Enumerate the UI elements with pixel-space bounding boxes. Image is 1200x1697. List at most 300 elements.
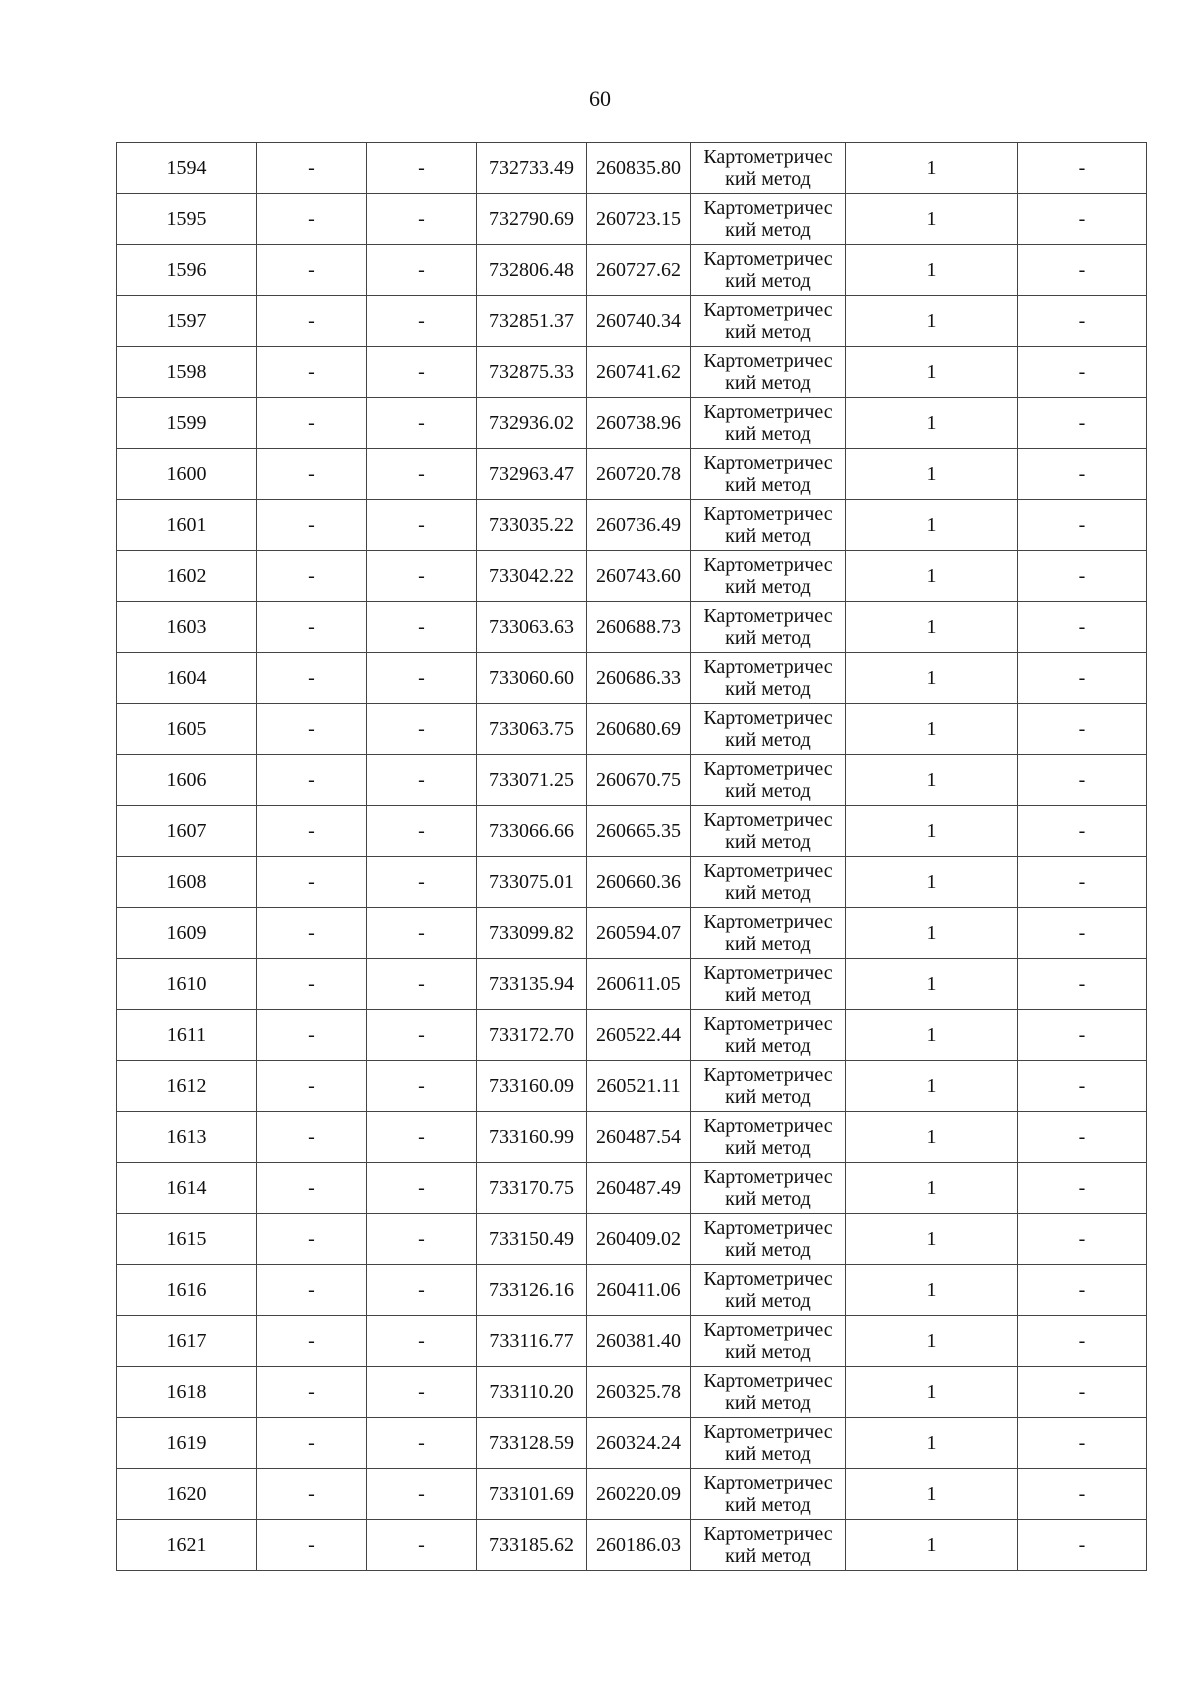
table-row [117, 1112, 1147, 1163]
method-text-line2: кий метод [725, 372, 811, 394]
empty-dash-cell: - [1018, 449, 1147, 500]
method-text-line1: Картометричес [703, 1064, 833, 1086]
y-coordinate-cell: 260720.78 [587, 449, 691, 500]
y-coordinate-cell: 260686.33 [587, 653, 691, 704]
point-number-cell: 1602 [117, 551, 257, 602]
y-coordinate-cell: 260325.78 [587, 1367, 691, 1418]
empty-dash-cell: - [1018, 347, 1147, 398]
empty-dash-cell: - [1018, 398, 1147, 449]
accuracy-cell: 1 [846, 908, 1018, 959]
empty-dash-cell: - [1018, 806, 1147, 857]
empty-dash-cell: - [367, 296, 477, 347]
x-coordinate-cell: 733160.99 [477, 1112, 587, 1163]
table-row [117, 908, 1147, 959]
empty-dash-cell: - [1018, 1418, 1147, 1469]
empty-dash-cell: - [257, 755, 367, 806]
method-text-line2: кий метод [725, 1137, 811, 1159]
y-coordinate-cell: 260738.96 [587, 398, 691, 449]
table-row [117, 143, 1147, 194]
method-cell [691, 1010, 846, 1061]
empty-dash-cell: - [367, 194, 477, 245]
point-number-cell: 1597 [117, 296, 257, 347]
table-row [117, 857, 1147, 908]
empty-dash-cell: - [257, 500, 367, 551]
empty-dash-cell: - [367, 1061, 477, 1112]
empty-dash-cell: - [1018, 908, 1147, 959]
method-cell [691, 551, 846, 602]
method-text-line2: кий метод [725, 1392, 811, 1414]
x-coordinate-cell: 733071.25 [477, 755, 587, 806]
empty-dash-cell: - [1018, 704, 1147, 755]
empty-dash-cell: - [367, 1367, 477, 1418]
table-row [117, 1316, 1147, 1367]
empty-dash-cell: - [257, 1214, 367, 1265]
table-row [117, 602, 1147, 653]
method-text-line1: Картометричес [703, 350, 833, 372]
empty-dash-cell: - [367, 449, 477, 500]
point-number-cell: 1615 [117, 1214, 257, 1265]
method-cell [691, 1316, 846, 1367]
y-coordinate-cell: 260487.49 [587, 1163, 691, 1214]
method-cell [691, 1061, 846, 1112]
point-number-cell: 1604 [117, 653, 257, 704]
y-coordinate-cell: 260688.73 [587, 602, 691, 653]
point-number-cell: 1618 [117, 1367, 257, 1418]
point-number-cell: 1594 [117, 143, 257, 194]
table-row [117, 347, 1147, 398]
method-cell [691, 398, 846, 449]
table-row [117, 1214, 1147, 1265]
accuracy-cell: 1 [846, 398, 1018, 449]
point-number-cell: 1596 [117, 245, 257, 296]
empty-dash-cell: - [257, 143, 367, 194]
empty-dash-cell: - [257, 602, 367, 653]
method-text-line1: Картометричес [703, 911, 833, 933]
method-text-line1: Картометричес [703, 1523, 833, 1545]
x-coordinate-cell: 733116.77 [477, 1316, 587, 1367]
point-number-cell: 1614 [117, 1163, 257, 1214]
empty-dash-cell: - [367, 653, 477, 704]
empty-dash-cell: - [367, 857, 477, 908]
method-text-line2: кий метод [725, 1086, 811, 1108]
accuracy-cell: 1 [846, 449, 1018, 500]
empty-dash-cell: - [257, 245, 367, 296]
accuracy-cell: 1 [846, 1469, 1018, 1520]
y-coordinate-cell: 260740.34 [587, 296, 691, 347]
method-text-line1: Картометричес [703, 1370, 833, 1392]
point-number-cell: 1603 [117, 602, 257, 653]
empty-dash-cell: - [367, 551, 477, 602]
method-text-line1: Картометричес [703, 197, 833, 219]
table-row [117, 500, 1147, 551]
method-text-line1: Картометричес [703, 503, 833, 525]
method-text-line1: Картометричес [703, 146, 833, 168]
method-text-line1: Картометричес [703, 860, 833, 882]
empty-dash-cell: - [1018, 1112, 1147, 1163]
y-coordinate-cell: 260723.15 [587, 194, 691, 245]
x-coordinate-cell: 733066.66 [477, 806, 587, 857]
x-coordinate-cell: 733135.94 [477, 959, 587, 1010]
method-cell [691, 704, 846, 755]
y-coordinate-cell: 260381.40 [587, 1316, 691, 1367]
accuracy-cell: 1 [846, 959, 1018, 1010]
method-text-line1: Картометричес [703, 809, 833, 831]
table-row [117, 1367, 1147, 1418]
method-text-line1: Картометричес [703, 1268, 833, 1290]
x-coordinate-cell: 733185.62 [477, 1520, 587, 1571]
method-text-line1: Картометричес [703, 1217, 833, 1239]
method-cell [691, 500, 846, 551]
table-row [117, 245, 1147, 296]
method-text-line1: Картометричес [703, 707, 833, 729]
x-coordinate-cell: 733063.63 [477, 602, 587, 653]
empty-dash-cell: - [1018, 1520, 1147, 1571]
y-coordinate-cell: 260487.54 [587, 1112, 691, 1163]
method-cell [691, 1469, 846, 1520]
method-text-line2: кий метод [725, 219, 811, 241]
method-cell [691, 143, 846, 194]
method-text-line2: кий метод [725, 525, 811, 547]
x-coordinate-cell: 733160.09 [477, 1061, 587, 1112]
method-text-line1: Картометричес [703, 962, 833, 984]
empty-dash-cell: - [1018, 857, 1147, 908]
method-cell [691, 908, 846, 959]
method-cell [691, 653, 846, 704]
x-coordinate-cell: 733172.70 [477, 1010, 587, 1061]
empty-dash-cell: - [1018, 602, 1147, 653]
table-body [117, 143, 1147, 1571]
empty-dash-cell: - [257, 551, 367, 602]
empty-dash-cell: - [257, 347, 367, 398]
method-cell [691, 602, 846, 653]
empty-dash-cell: - [367, 704, 477, 755]
empty-dash-cell: - [367, 908, 477, 959]
method-text-line1: Картометричес [703, 1166, 833, 1188]
empty-dash-cell: - [367, 1214, 477, 1265]
method-text-line2: кий метод [725, 984, 811, 1006]
point-number-cell: 1610 [117, 959, 257, 1010]
accuracy-cell: 1 [846, 1418, 1018, 1469]
x-coordinate-cell: 732963.47 [477, 449, 587, 500]
method-text-line1: Картометричес [703, 401, 833, 423]
table-row [117, 296, 1147, 347]
y-coordinate-cell: 260670.75 [587, 755, 691, 806]
point-number-cell: 1598 [117, 347, 257, 398]
empty-dash-cell: - [257, 704, 367, 755]
accuracy-cell: 1 [846, 1214, 1018, 1265]
empty-dash-cell: - [257, 806, 367, 857]
empty-dash-cell: - [367, 806, 477, 857]
method-text-line1: Картометричес [703, 554, 833, 576]
empty-dash-cell: - [257, 449, 367, 500]
point-number-cell: 1607 [117, 806, 257, 857]
empty-dash-cell: - [257, 1163, 367, 1214]
point-number-cell: 1613 [117, 1112, 257, 1163]
table-row [117, 806, 1147, 857]
x-coordinate-cell: 733110.20 [477, 1367, 587, 1418]
empty-dash-cell: - [1018, 1214, 1147, 1265]
method-text-line2: кий метод [725, 168, 811, 190]
table-row [117, 1265, 1147, 1316]
x-coordinate-cell: 733060.60 [477, 653, 587, 704]
method-cell [691, 1265, 846, 1316]
y-coordinate-cell: 260741.62 [587, 347, 691, 398]
y-coordinate-cell: 260727.62 [587, 245, 691, 296]
method-cell [691, 245, 846, 296]
empty-dash-cell: - [257, 194, 367, 245]
empty-dash-cell: - [257, 1367, 367, 1418]
table-row [117, 755, 1147, 806]
table-row [117, 398, 1147, 449]
table-row [117, 704, 1147, 755]
method-text-line2: кий метод [725, 1443, 811, 1465]
table-row [117, 1010, 1147, 1061]
empty-dash-cell: - [1018, 500, 1147, 551]
empty-dash-cell: - [367, 347, 477, 398]
point-number-cell: 1616 [117, 1265, 257, 1316]
y-coordinate-cell: 260186.03 [587, 1520, 691, 1571]
empty-dash-cell: - [257, 857, 367, 908]
accuracy-cell: 1 [846, 296, 1018, 347]
empty-dash-cell: - [257, 398, 367, 449]
table-row [117, 1061, 1147, 1112]
x-coordinate-cell: 733042.22 [477, 551, 587, 602]
accuracy-cell: 1 [846, 1010, 1018, 1061]
method-text-line2: кий метод [725, 1035, 811, 1057]
empty-dash-cell: - [1018, 1061, 1147, 1112]
table-row [117, 1163, 1147, 1214]
accuracy-cell: 1 [846, 1265, 1018, 1316]
empty-dash-cell: - [367, 398, 477, 449]
point-number-cell: 1605 [117, 704, 257, 755]
method-text-line2: кий метод [725, 423, 811, 445]
y-coordinate-cell: 260835.80 [587, 143, 691, 194]
method-text-line2: кий метод [725, 1188, 811, 1210]
empty-dash-cell: - [367, 1418, 477, 1469]
empty-dash-cell: - [257, 1061, 367, 1112]
table-row [117, 449, 1147, 500]
table-row [117, 653, 1147, 704]
x-coordinate-cell: 733075.01 [477, 857, 587, 908]
accuracy-cell: 1 [846, 143, 1018, 194]
method-cell [691, 1418, 846, 1469]
empty-dash-cell: - [257, 1010, 367, 1061]
method-cell [691, 296, 846, 347]
point-number-cell: 1619 [117, 1418, 257, 1469]
y-coordinate-cell: 260409.02 [587, 1214, 691, 1265]
method-text-line2: кий метод [725, 627, 811, 649]
empty-dash-cell: - [1018, 296, 1147, 347]
method-cell [691, 959, 846, 1010]
point-number-cell: 1611 [117, 1010, 257, 1061]
table-row [117, 1418, 1147, 1469]
point-number-cell: 1601 [117, 500, 257, 551]
empty-dash-cell: - [367, 143, 477, 194]
method-text-line2: кий метод [725, 678, 811, 700]
method-cell [691, 1163, 846, 1214]
empty-dash-cell: - [257, 959, 367, 1010]
method-text-line1: Картометричес [703, 299, 833, 321]
x-coordinate-cell: 733128.59 [477, 1418, 587, 1469]
empty-dash-cell: - [1018, 143, 1147, 194]
page-number: 60 [589, 86, 611, 111]
y-coordinate-cell: 260522.44 [587, 1010, 691, 1061]
method-text-line2: кий метод [725, 1494, 811, 1516]
method-text-line1: Картометричес [703, 605, 833, 627]
empty-dash-cell: - [257, 1316, 367, 1367]
method-text-line1: Картометричес [703, 452, 833, 474]
accuracy-cell: 1 [846, 1061, 1018, 1112]
point-number-cell: 1608 [117, 857, 257, 908]
coordinates-table [116, 142, 1147, 1571]
method-text-line2: кий метод [725, 882, 811, 904]
x-coordinate-cell: 733150.49 [477, 1214, 587, 1265]
method-text-line2: кий метод [725, 729, 811, 751]
method-text-line1: Картометричес [703, 1319, 833, 1341]
method-text-line1: Картометричес [703, 1472, 833, 1494]
accuracy-cell: 1 [846, 194, 1018, 245]
method-cell [691, 449, 846, 500]
empty-dash-cell: - [367, 959, 477, 1010]
empty-dash-cell: - [257, 1418, 367, 1469]
point-number-cell: 1599 [117, 398, 257, 449]
empty-dash-cell: - [257, 296, 367, 347]
accuracy-cell: 1 [846, 755, 1018, 806]
empty-dash-cell: - [1018, 1469, 1147, 1520]
y-coordinate-cell: 260594.07 [587, 908, 691, 959]
empty-dash-cell: - [367, 1316, 477, 1367]
x-coordinate-cell: 733170.75 [477, 1163, 587, 1214]
x-coordinate-cell: 733035.22 [477, 500, 587, 551]
empty-dash-cell: - [1018, 194, 1147, 245]
table-row [117, 1520, 1147, 1571]
empty-dash-cell: - [367, 500, 477, 551]
table-row [117, 1469, 1147, 1520]
point-number-cell: 1620 [117, 1469, 257, 1520]
method-text-line1: Картометричес [703, 1013, 833, 1035]
y-coordinate-cell: 260611.05 [587, 959, 691, 1010]
x-coordinate-cell: 732806.48 [477, 245, 587, 296]
accuracy-cell: 1 [846, 1112, 1018, 1163]
empty-dash-cell: - [367, 245, 477, 296]
x-coordinate-cell: 733099.82 [477, 908, 587, 959]
empty-dash-cell: - [367, 755, 477, 806]
x-coordinate-cell: 732936.02 [477, 398, 587, 449]
accuracy-cell: 1 [846, 857, 1018, 908]
method-cell [691, 755, 846, 806]
point-number-cell: 1595 [117, 194, 257, 245]
empty-dash-cell: - [257, 653, 367, 704]
accuracy-cell: 1 [846, 551, 1018, 602]
empty-dash-cell: - [257, 1520, 367, 1571]
empty-dash-cell: - [1018, 551, 1147, 602]
empty-dash-cell: - [367, 1112, 477, 1163]
empty-dash-cell: - [1018, 1163, 1147, 1214]
y-coordinate-cell: 260324.24 [587, 1418, 691, 1469]
x-coordinate-cell: 732733.49 [477, 143, 587, 194]
empty-dash-cell: - [367, 1010, 477, 1061]
empty-dash-cell: - [1018, 1316, 1147, 1367]
y-coordinate-cell: 260680.69 [587, 704, 691, 755]
empty-dash-cell: - [367, 1265, 477, 1316]
method-text-line2: кий метод [725, 933, 811, 955]
method-text-line1: Картометричес [703, 656, 833, 678]
point-number-cell: 1606 [117, 755, 257, 806]
point-number-cell: 1612 [117, 1061, 257, 1112]
point-number-cell: 1609 [117, 908, 257, 959]
method-text-line2: кий метод [725, 474, 811, 496]
empty-dash-cell: - [257, 1265, 367, 1316]
table-row [117, 194, 1147, 245]
method-text-line1: Картометричес [703, 248, 833, 270]
x-coordinate-cell: 733101.69 [477, 1469, 587, 1520]
empty-dash-cell: - [1018, 245, 1147, 296]
empty-dash-cell: - [1018, 1010, 1147, 1061]
method-cell [691, 1367, 846, 1418]
method-cell [691, 1214, 846, 1265]
x-coordinate-cell: 732851.37 [477, 296, 587, 347]
accuracy-cell: 1 [846, 1163, 1018, 1214]
y-coordinate-cell: 260220.09 [587, 1469, 691, 1520]
method-cell [691, 857, 846, 908]
method-text-line1: Картометричес [703, 1421, 833, 1443]
x-coordinate-cell: 732875.33 [477, 347, 587, 398]
empty-dash-cell: - [257, 1469, 367, 1520]
empty-dash-cell: - [1018, 653, 1147, 704]
empty-dash-cell: - [257, 1112, 367, 1163]
point-number-cell: 1600 [117, 449, 257, 500]
point-number-cell: 1621 [117, 1520, 257, 1571]
point-number-cell: 1617 [117, 1316, 257, 1367]
y-coordinate-cell: 260743.60 [587, 551, 691, 602]
accuracy-cell: 1 [846, 704, 1018, 755]
method-text-line2: кий метод [725, 321, 811, 343]
empty-dash-cell: - [1018, 755, 1147, 806]
method-cell [691, 194, 846, 245]
y-coordinate-cell: 260521.11 [587, 1061, 691, 1112]
accuracy-cell: 1 [846, 347, 1018, 398]
method-text-line2: кий метод [725, 1239, 811, 1261]
accuracy-cell: 1 [846, 602, 1018, 653]
x-coordinate-cell: 733063.75 [477, 704, 587, 755]
accuracy-cell: 1 [846, 806, 1018, 857]
y-coordinate-cell: 260665.35 [587, 806, 691, 857]
method-text-line2: кий метод [725, 780, 811, 802]
accuracy-cell: 1 [846, 1367, 1018, 1418]
accuracy-cell: 1 [846, 1520, 1018, 1571]
y-coordinate-cell: 260660.36 [587, 857, 691, 908]
method-text-line2: кий метод [725, 576, 811, 598]
empty-dash-cell: - [367, 1163, 477, 1214]
x-coordinate-cell: 733126.16 [477, 1265, 587, 1316]
y-coordinate-cell: 260736.49 [587, 500, 691, 551]
accuracy-cell: 1 [846, 500, 1018, 551]
table-row [117, 959, 1147, 1010]
accuracy-cell: 1 [846, 245, 1018, 296]
empty-dash-cell: - [1018, 959, 1147, 1010]
x-coordinate-cell: 732790.69 [477, 194, 587, 245]
y-coordinate-cell: 260411.06 [587, 1265, 691, 1316]
empty-dash-cell: - [367, 1469, 477, 1520]
method-cell [691, 806, 846, 857]
method-text-line2: кий метод [725, 1290, 811, 1312]
method-text-line2: кий метод [725, 831, 811, 853]
empty-dash-cell: - [1018, 1265, 1147, 1316]
method-text-line2: кий метод [725, 1341, 811, 1363]
method-text-line2: кий метод [725, 1545, 811, 1567]
method-cell [691, 347, 846, 398]
method-text-line2: кий метод [725, 270, 811, 292]
